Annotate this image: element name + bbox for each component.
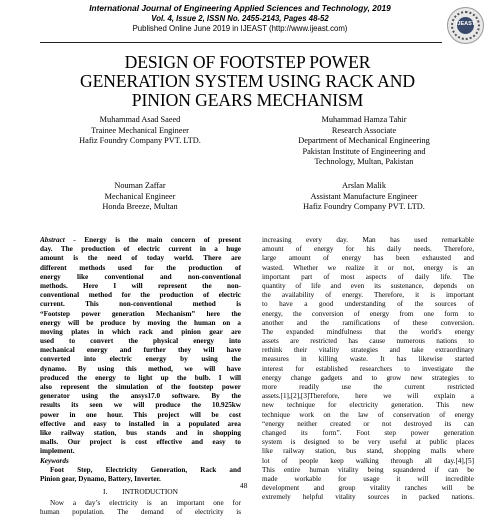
abstract-line: moving plates in which rack and pinion gear are [40, 327, 241, 336]
body-line: made workable for usage it will incredible [262, 474, 474, 483]
abstract-line: mechanical energy and further they will have [40, 346, 241, 355]
journal-logo [447, 7, 484, 44]
body-line: energy change gadgets and to grow new strategies to [262, 373, 474, 382]
intro-line: human population. The demand of electricity is [40, 508, 241, 517]
abstract-line: generator using the ansys17.0 software. By the [40, 392, 241, 401]
abstract-line: conventional method for the production of electric [40, 291, 241, 300]
body-line: the availability of energy. Therefore, it is important [262, 291, 474, 300]
body-line: new technique for electricity generation. This new [262, 401, 474, 410]
abstract-line: Energy is the main concern of present [84, 236, 241, 244]
right-column [262, 236, 474, 502]
body-line: rethink their vitality strategies and take extraordinary [262, 346, 474, 355]
author-block-1 [40, 115, 240, 147]
author-name: Arslan Malik [341, 181, 386, 190]
body-line: to have a good understanding of the sources of [262, 300, 474, 309]
abstract-line: converted into electric energy by using the [40, 355, 241, 364]
abstract-line: like railway station, bus stands and in shopping [40, 428, 241, 437]
body-line: extremely helpful vitality sources in packed nations. [262, 493, 474, 502]
abstract-line: energy will be produce by moving the human on a [40, 318, 241, 327]
author-org: Department of Mechanical Engineering [298, 136, 430, 146]
logo-text: IJEAST [455, 21, 476, 27]
author-block-3 [40, 181, 240, 213]
author-org: Technology, Multan, Pakistan [314, 157, 414, 167]
keywords-line: Pinion gear, Dynamo, Battery, Inverter. [40, 474, 161, 483]
abstract-first-line [40, 236, 241, 245]
page-number: 48 [240, 481, 248, 490]
paper-title [40, 53, 455, 109]
author-role: Mechanical Engineer [104, 191, 176, 201]
author-org: Hafiz Foundry Company PVT. LTD. [303, 202, 425, 212]
body-line: changed its form”. Foot step power generation [262, 428, 474, 437]
author-name: Muhammad Hamza Tahir [321, 115, 407, 124]
abstract-line: produced the energy to light up the bulb. I will [40, 373, 241, 382]
body-line: technique work on the law of conservation of energy [262, 410, 474, 419]
body-line: system is designed to be very useful at public places [262, 438, 474, 447]
body-line: measures in killing waste. It has likewise started [262, 355, 474, 364]
abstract-line: implement. [40, 447, 75, 456]
body-line: development and group vitality ranches will be [262, 484, 474, 493]
body-line: interest for established researchers to investigate the [262, 364, 474, 373]
journal-published: Published Online June 2019 in IJEAST (http://www.ijeast.com) [132, 24, 348, 33]
author-org: Honda Breeze, Multan [102, 202, 178, 212]
abstract-line: power in one hour. This project will be cost [40, 410, 241, 419]
abstract-line: dynamo. By using this method, we will have [40, 364, 241, 373]
body-line: assets are restricted has cause numerous nations to [262, 337, 474, 346]
author-org: Hafiz Foundry Company PVT. LTD. [79, 136, 201, 146]
keywords-line: Foot Step, Electricity Generation, Rack and [50, 465, 241, 474]
abstract-line: effective and easy to installed in a populated area [40, 419, 241, 428]
abstract-line: amount is the need of today world. There are [40, 254, 241, 263]
journal-name: International Journal of Engineering Applied Sciences and Technology, 2019 [89, 3, 391, 13]
abstract-line: different methods used for the production of [40, 263, 241, 272]
keywords-label: Keywords [40, 456, 69, 465]
header-rule [40, 42, 442, 43]
author-role: Trainee Mechanical Engineer [91, 125, 189, 135]
body-line: amount of energy for his daily needs. Therefore, [262, 245, 474, 254]
author-org: Pakistan Institute of Engineering and [302, 146, 426, 156]
body-line: lot of people keep walking through all day.[4],[5] [262, 456, 474, 465]
abstract-line: energy like conventional and non-conventional [40, 272, 241, 281]
author-block-2 [254, 115, 474, 168]
author-role: Research Associate [331, 125, 397, 135]
author-block-4 [254, 181, 474, 213]
body-line: more readily use the current restricted [262, 383, 474, 391]
abstract-line: malls. Our project is cost effective and easy to [40, 438, 241, 447]
body-line: like railway station, bus stand, shopping malls where [262, 447, 474, 456]
abstract-line: methods. Here I will represent the non- [40, 281, 241, 290]
body-line: increasing every day. Man has used remarkable [262, 236, 474, 244]
body-line: large amount of energy has been exhausted and [262, 254, 474, 263]
title-line-2: GENERATION SYSTEM USING RACK AND [79, 70, 415, 91]
body-line: energy, the conversion of energy from one form to [262, 309, 474, 318]
intro-line: Now a day’s electricity is an important one for [50, 499, 241, 508]
author-name: Nouman Zaffar [114, 181, 166, 190]
body-line: another and the ramifications of these conversion. [262, 318, 474, 327]
title-line-3: PINION GEARS MECHANISM [131, 89, 364, 110]
body-line: The expanded mindfulness that the world's energy [262, 327, 474, 336]
body-line: important part of most aspects of daily life. The [262, 272, 474, 281]
body-line: quantity of life and even its sustenance, depends on [262, 281, 474, 290]
abstract-line: day. The production of electric current in a huge [40, 245, 241, 254]
abstract-line: used to convert the physical energy into [40, 337, 241, 346]
abstract-line: current. This non-conventional method is [40, 300, 241, 309]
section-heading-introduction: I. INTRODUCTION [103, 487, 178, 497]
title-line-1: DESIGN OF FOOTSTEP POWER [124, 52, 371, 72]
body-line: assets.[1],[2],[3]Therefore, here we will explain a [262, 392, 474, 401]
journal-header [40, 3, 440, 35]
abstract-line: “Footstep power generation Mechanism” here the [40, 309, 241, 318]
body-line: wasted. Whether we realize it or not, energy is an [262, 263, 474, 272]
journal-issue: Vol. 4, Issue 2, ISSN No. 2455-2143, Pages 48-52 [151, 13, 329, 23]
abstract-line: results its seen we will produce the 10.925kw [40, 401, 241, 410]
body-line: “energy neither created or not destroyed its can [262, 419, 474, 428]
abstract-label: Abstract - [40, 236, 76, 244]
author-role: Assistant Manufacture Engineer [310, 191, 418, 201]
abstract-line: also represent the simulation of the footstep power [40, 383, 241, 391]
body-line: This entire human vitality being squandered if can be [262, 465, 474, 474]
author-name: Muhammad Asad Saeed [99, 115, 181, 124]
left-column [40, 236, 241, 518]
